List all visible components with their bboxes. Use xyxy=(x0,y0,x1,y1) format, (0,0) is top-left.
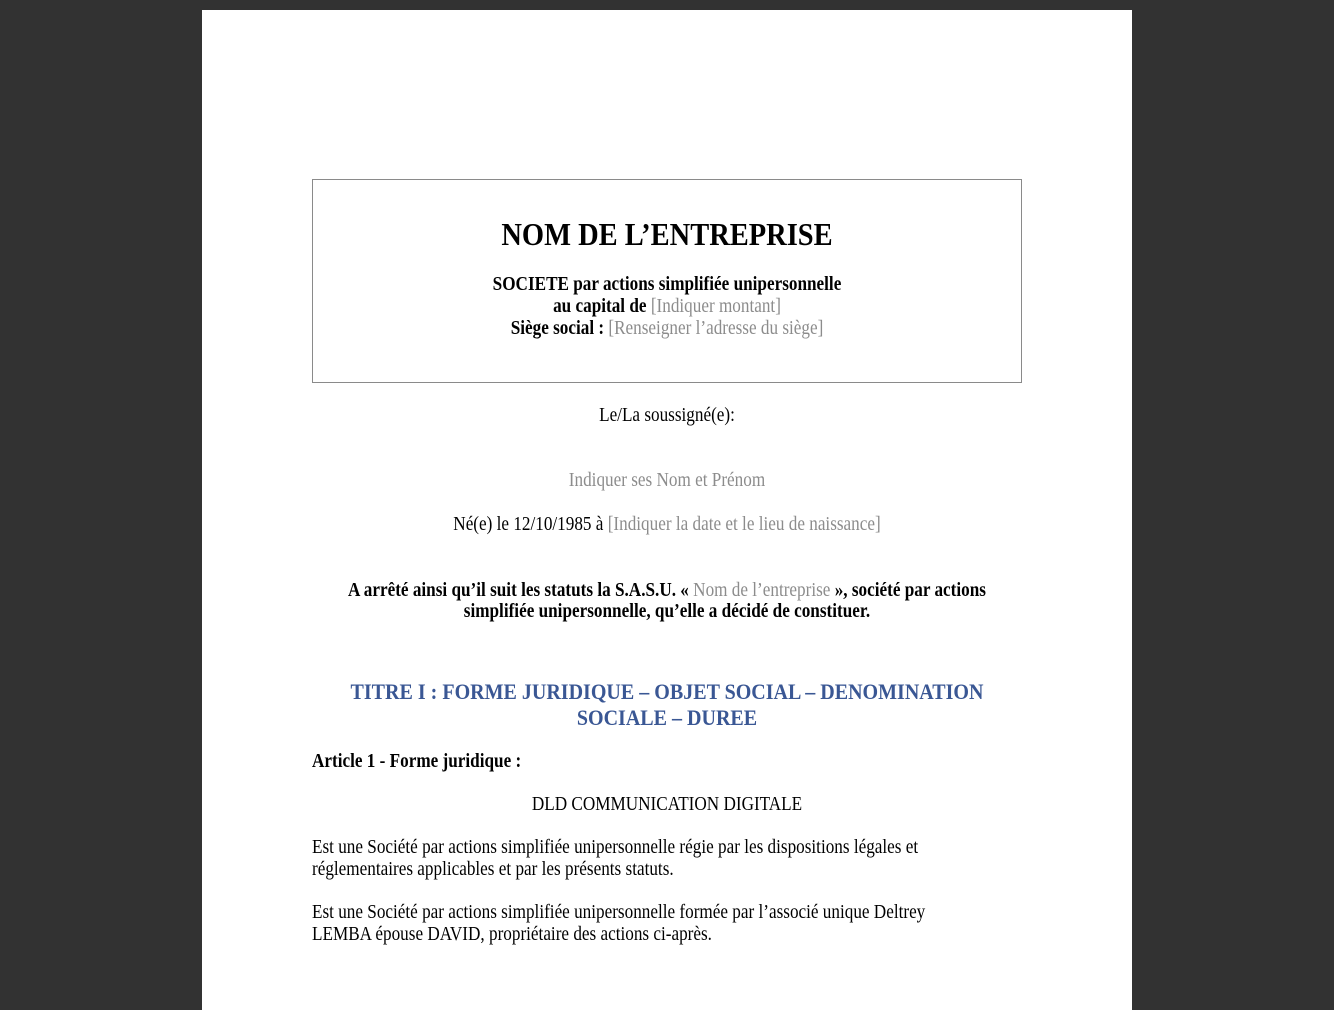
company-denomination: DLD COMMUNICATION DIGITALE xyxy=(531,794,803,815)
para1-line-1: Est une Société par actions simplifiée unipersonnelle régie par les dispositions légales et xyxy=(312,837,919,858)
arrete-line-2: simplifiée unipersonnelle, qu’elle a décidé de constituer. xyxy=(463,601,871,622)
para2-line-1: Est une Société par actions simplifiée unipersonnelle formée par l’associé unique Deltrey xyxy=(312,902,926,923)
arrete-line-1 xyxy=(80,580,1254,602)
siege-placeholder: [Renseigner l’adresse du siège] xyxy=(608,318,824,339)
siege-line xyxy=(80,318,1254,340)
soussigne: Le/La soussigné(e): xyxy=(599,405,735,426)
birth-line xyxy=(80,514,1254,536)
titre-heading-line-1: TITRE I : FORME JURIDIQUE – OBJET SOCIAL – DENOMINATION xyxy=(350,679,984,704)
company-form: SOCIETE par actions simplifiée unipersonnelle xyxy=(492,274,842,295)
titre-heading-line-2: SOCIALE – DUREE xyxy=(576,705,758,730)
name-placeholder: Indiquer ses Nom et Prénom xyxy=(568,470,766,491)
capital-placeholder: [Indiquer montant] xyxy=(650,296,781,317)
birth-label: Né(e) le 12/10/1985 à xyxy=(453,514,608,535)
arrete-before: A arrêté ainsi qu’il suit les statuts la S.A.S.U. « xyxy=(348,580,694,601)
birth-placeholder: [Indiquer la date et le lieu de naissance] xyxy=(607,514,881,535)
capital-line xyxy=(80,296,1254,318)
siege-label: Siège social : xyxy=(510,318,609,339)
arrete-after: », société par actions xyxy=(830,580,986,601)
para2-line-2: LEMBA épouse DAVID, propriétaire des actions ci-après. xyxy=(312,924,712,945)
company-title: NOM DE L’ENTREPRISE xyxy=(501,216,833,252)
article1-heading: Article 1 - Forme juridique : xyxy=(312,751,522,772)
capital-label: au capital de xyxy=(553,296,651,317)
para1-line-2: réglementaires applicables et par les présents statuts. xyxy=(312,859,674,880)
company-name-placeholder: Nom de l’entreprise xyxy=(693,580,831,601)
